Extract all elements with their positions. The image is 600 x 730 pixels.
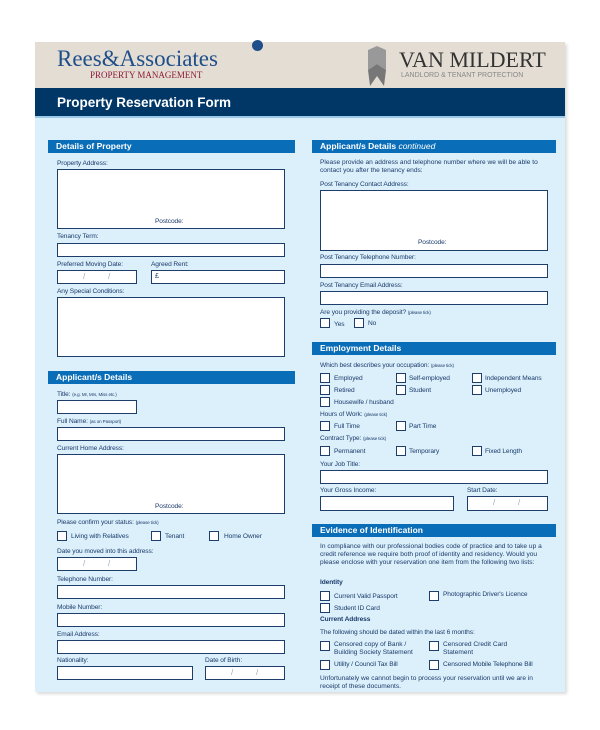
checkbox-retired[interactable] xyxy=(320,385,330,395)
label: Current Valid Passport xyxy=(334,593,398,600)
label: Full Time xyxy=(334,423,360,430)
label: Censored Mobile Telephone Bill xyxy=(443,661,533,668)
label: Email Address: xyxy=(57,631,100,638)
checkbox-part-time[interactable] xyxy=(396,421,406,431)
label: Independent Means xyxy=(485,375,542,382)
label: Date you moved into this address: xyxy=(57,548,154,555)
label: Part Time xyxy=(409,423,437,430)
label: Start Date: xyxy=(467,487,498,494)
label: Nationality: xyxy=(57,657,89,664)
label: Yes xyxy=(334,321,345,328)
label: Date of Birth: xyxy=(205,657,243,664)
full-name-field[interactable] xyxy=(57,427,285,441)
label: Which best describes your occupation: (please tick) xyxy=(320,362,454,369)
label: Home Owner xyxy=(224,533,262,540)
checkbox-housewife[interactable] xyxy=(320,397,330,407)
logo-mark-icon xyxy=(252,40,263,51)
special-conditions-field[interactable] xyxy=(57,297,285,357)
date-separator: / xyxy=(518,498,521,507)
checkbox-self-employed[interactable] xyxy=(396,373,406,383)
rees-logo: Rees&Associates xyxy=(57,46,218,71)
page-title: Property Reservation Form xyxy=(35,88,565,118)
checkbox-temporary[interactable] xyxy=(396,446,406,456)
label: Your Job Title: xyxy=(320,461,361,468)
label: Preferred Moving Date: xyxy=(57,261,123,268)
label: Permanent xyxy=(334,448,366,455)
mobile-field[interactable] xyxy=(57,613,285,627)
email-field[interactable] xyxy=(57,640,285,654)
label: Postcode: xyxy=(155,218,184,225)
checkbox-driving-licence[interactable] xyxy=(429,591,439,601)
date-separator: / xyxy=(256,668,259,677)
label: Current Home Address: xyxy=(57,445,124,452)
date-separator: / xyxy=(83,272,86,281)
van-mildert-logo-icon xyxy=(360,46,394,86)
label: Telephone Number: xyxy=(57,576,113,583)
label: Tenancy Term: xyxy=(57,233,99,240)
telephone-field[interactable] xyxy=(57,585,285,599)
rees-logo-sub: PROPERTY MANAGEMENT xyxy=(90,70,203,80)
checkbox-deposit-no[interactable] xyxy=(354,318,364,328)
checkbox-full-time[interactable] xyxy=(320,421,330,431)
label: Any Special Conditions: xyxy=(57,288,125,295)
label: Please confirm your status: (please tick) xyxy=(57,519,159,526)
label: Temporary xyxy=(409,448,440,455)
section-employment-details: Employment Details xyxy=(312,342,556,355)
label: Student xyxy=(409,387,432,394)
section-evidence-of-identification: Evidence of Identification xyxy=(312,524,556,537)
checkbox-fixed-length[interactable] xyxy=(472,446,482,456)
label: Postcode: xyxy=(418,239,447,246)
label: Censored copy of Bank / Building Society Statement xyxy=(334,641,413,656)
checkbox-student-id[interactable] xyxy=(320,603,330,613)
title-field[interactable] xyxy=(57,400,137,414)
label: Are you providing the deposit? (please tick) xyxy=(320,309,431,316)
van-mildert-logo: VAN MILDERT xyxy=(399,47,546,72)
form-header xyxy=(35,42,565,88)
post-tenancy-telephone-field[interactable] xyxy=(320,264,548,278)
label: No xyxy=(368,320,377,327)
label: Student ID Card xyxy=(334,605,380,612)
label: Utility / Council Tax Bill xyxy=(334,661,398,668)
checkbox-passport[interactable] xyxy=(320,591,330,601)
label: Title: (e.g. Mr, Mrs, Miss etc.) xyxy=(57,391,117,398)
label: Fixed Length xyxy=(485,448,522,455)
label: Unemployed xyxy=(485,387,522,394)
section-applicant-details: Applicant/s Details xyxy=(48,371,295,384)
checkbox-mobile-bill[interactable] xyxy=(429,660,439,670)
agreed-rent-field[interactable] xyxy=(151,270,285,284)
moved-date-field[interactable] xyxy=(57,557,137,571)
subheading-identity: Identity xyxy=(320,579,343,586)
evidence-footer: Unfortunately we cannot begin to process your reservation until we are in receipt of these documents. xyxy=(320,675,533,690)
intro-text: Please provide an address and telephone number where we will be able to contact you after the tenancy ends: xyxy=(320,159,538,174)
label: Censored Credit Card Statement xyxy=(443,641,508,656)
date-separator: / xyxy=(493,498,496,507)
label: The following should be dated within the last 6 months: xyxy=(320,629,475,636)
date-separator: / xyxy=(108,559,111,568)
label: Contract Type: (please tick) xyxy=(320,435,387,442)
checkbox-employed[interactable] xyxy=(320,373,330,383)
date-separator: / xyxy=(83,559,86,568)
label: Self-employed xyxy=(409,375,450,382)
subheading-current-address: Current Address xyxy=(320,616,371,623)
checkbox-home-owner[interactable] xyxy=(209,531,219,541)
start-date-field[interactable] xyxy=(467,496,548,511)
label: Mobile Number: xyxy=(57,604,103,611)
label: Post Tenancy Contact Address: xyxy=(320,181,409,188)
checkbox-deposit-yes[interactable] xyxy=(320,318,330,328)
date-separator: / xyxy=(231,668,234,677)
section-details-of-property: Details of Property xyxy=(48,140,295,153)
label: Employed xyxy=(334,375,363,382)
checkbox-permanent[interactable] xyxy=(320,446,330,456)
label: Your Gross Income: xyxy=(320,487,377,494)
label: Retired xyxy=(334,387,355,394)
evidence-intro: In compliance with our professional bodies code of practice and to take up a credit reference we require both proof of identity and residency. Would you please enclose with your reservation one item from the following two lists: xyxy=(320,543,542,566)
label: Agreed Rent: xyxy=(151,261,189,268)
checkbox-student[interactable] xyxy=(396,385,406,395)
label: Post Tenancy Telephone Number: xyxy=(320,254,416,261)
post-tenancy-email-field[interactable] xyxy=(320,291,548,305)
label: Property Address: xyxy=(57,160,108,167)
checkbox-utility-bill[interactable] xyxy=(320,660,330,670)
tenancy-term-field[interactable] xyxy=(57,243,285,257)
checkbox-unemployed[interactable] xyxy=(472,385,482,395)
dob-field[interactable] xyxy=(205,666,285,680)
van-mildert-sub: LANDLORD & TENANT PROTECTION xyxy=(401,72,524,79)
label: Full Name: (as on Passport) xyxy=(57,418,122,425)
checkbox-living-with-relatives[interactable] xyxy=(57,531,67,541)
label: Living with Relatives xyxy=(71,533,129,540)
label: Post Tenancy Email Address: xyxy=(320,282,403,289)
checkbox-independent-means[interactable] xyxy=(472,373,482,383)
currency-symbol: £ xyxy=(155,273,159,280)
label: Photographic Driver's Licence xyxy=(443,591,528,598)
label: Postcode: xyxy=(155,503,184,510)
gross-income-field[interactable] xyxy=(320,496,454,511)
label: Hours of Work: (please tick) xyxy=(320,411,388,418)
label: Tenant xyxy=(165,533,185,540)
checkbox-credit-card-statement[interactable] xyxy=(429,641,439,651)
nationality-field[interactable] xyxy=(57,666,193,680)
label: Housewife / husband xyxy=(334,399,394,406)
checkbox-bank-statement[interactable] xyxy=(320,641,330,651)
job-title-field[interactable] xyxy=(320,470,548,484)
section-applicant-details-continued: Applicant/s Details continued xyxy=(312,140,556,153)
checkbox-tenant[interactable] xyxy=(151,531,161,541)
date-separator: / xyxy=(108,272,111,281)
moving-date-field[interactable] xyxy=(57,270,137,284)
